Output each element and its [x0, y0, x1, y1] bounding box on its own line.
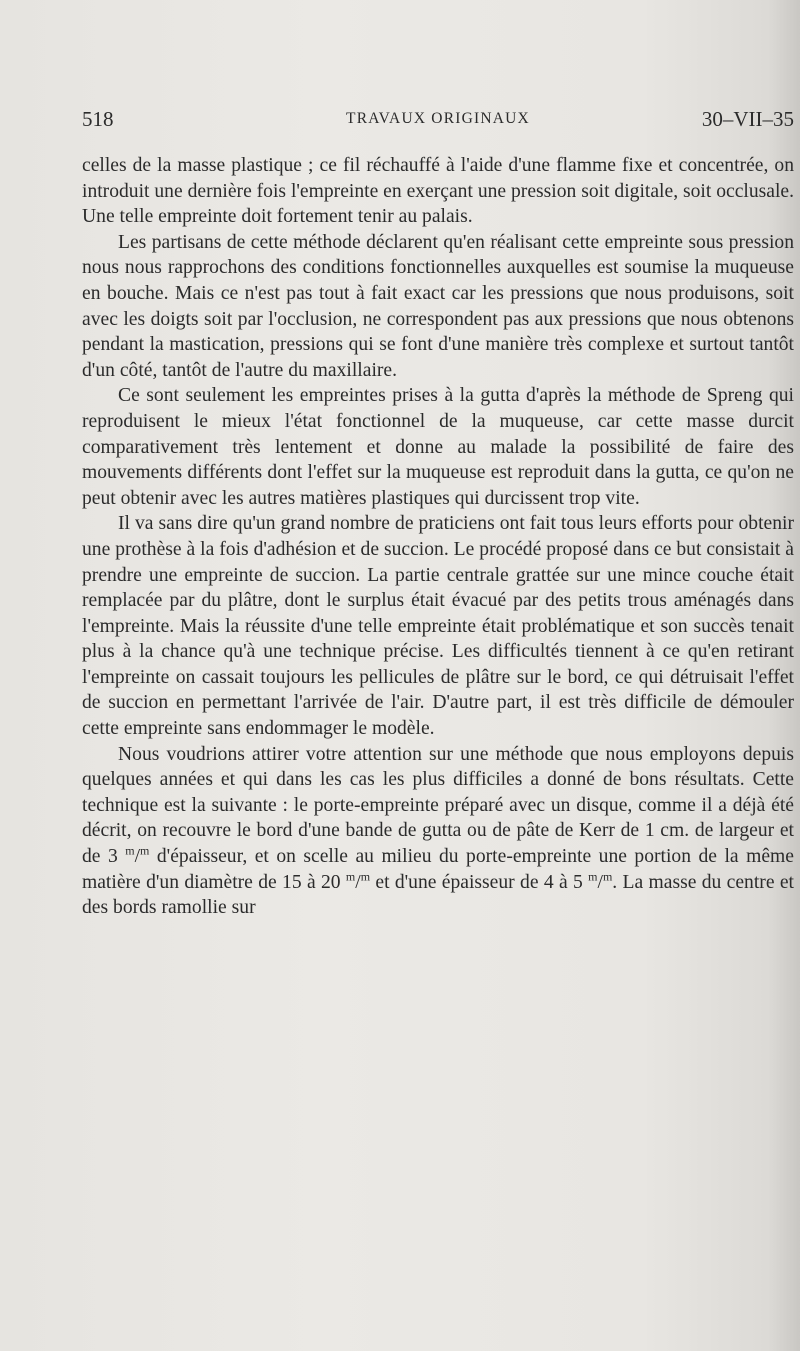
unit-superscript: m — [588, 869, 598, 884]
paragraph-2: Les partisans de cette méthode déclarent qu'en réalisant cette empreinte sous pression nous nous rapprochons des conditions fonctionnelles auxquelles est soumise la muqueuse en bouche. Mais ce n'est pas tout à fait exact car les pressions que nous produisons, soit avec les doigts soit par l'occlusion, ne correspondent pas aux pressions que nous obtenons pendant la mastication, pressions qui se font d'une manière très complexe et surtout tantôt d'un côté, tantôt de l'autre du maxillaire. — [82, 231, 794, 381]
header-date: 30–VII–35 — [701, 107, 794, 131]
page-number: 518 — [82, 107, 114, 131]
running-title: TRAVAUX ORIGINAUX — [346, 110, 530, 127]
unit-superscript: m — [125, 843, 135, 858]
paragraph-5-part-1: Nous voudrions attirer votre attention sur une méthode que nous employons depuis quelques années et qui dans les cas les plus difficiles a donné de bons résultats. Cette technique est la suivante : le porte-empreinte préparé avec un disque, comme il a déjà été décrit, on recouvre le bord d'une bande de gutta ou de pâte de Kerr de 1 cm. de largeur et de 3 — [82, 743, 794, 868]
unit-slash: / — [355, 871, 361, 893]
paragraph-5 — [82, 742, 794, 921]
unit-superscript: m — [345, 869, 356, 884]
running-header — [82, 104, 794, 134]
unit-superscript: m — [140, 843, 150, 858]
unit-superscript: m — [602, 869, 613, 884]
paragraph-5-part-2: d'épaisseur, et on scelle au milieu du porte-empreinte une portion de la même matière d'un diamètre de 15 à 20 — [82, 846, 794, 893]
paragraph-5-part-4: . La masse du centre et des bords ramollie sur — [82, 871, 794, 919]
paragraph-4: Il va sans dire qu'un grand nombre de praticiens ont fait tous leurs efforts pour obtenir une prothèse à la fois d'adhésion et de succion. Le procédé proposé dans ce but consistait à prendre une empreinte de succion. La partie centrale grattée sur une mince couche était remplacée par du plâtre, dont le surplus était évacué par des petits trous aménagés dans l'empreinte. Mais la réussite d'une telle empreinte était problématique et son succès tenait plus à la chance qu'à une technique précise. Les difficultés tiennent à ce qu'en retirant l'empreinte on cassait toujours les pellicules de plâtre sur le bord, ce qui détruisait l'effet de succion en permettant l'arrivée de l'air. D'autre part, il est très difficile de démouler cette empreinte sans endommager le modèle. — [82, 513, 794, 740]
unit-superscript: m — [360, 869, 371, 884]
paragraph-5-part-3: et d'une épaisseur de 4 à 5 — [370, 871, 589, 893]
unit-slash: / — [134, 846, 141, 868]
paragraph-3: Ce sont seulement les empreintes prises à la gutta d'après la méthode de Spreng qui reproduisent le mieux l'état fonctionnel de la muqueuse, car cette masse durcit comparativement très lentement et donne au malade la possibilité de faire des mouvements différents dont l'effet sur la muqueuse est reproduit dans la gutta, ce qu'on ne peut obtenir avec les autres matières plastiques qui durcissent trop vite. — [82, 385, 794, 509]
body-text — [82, 153, 794, 921]
paragraph-1: celles de la masse plastique ; ce fil réchauffé à l'aide d'une flamme fixe et concentrée, on introduit une dernière fois l'empreinte en exerçant une pression soit digitale, soit occlusale. Une telle empreinte doit fortement tenir au palais. — [82, 155, 794, 228]
unit-slash: / — [597, 871, 603, 893]
